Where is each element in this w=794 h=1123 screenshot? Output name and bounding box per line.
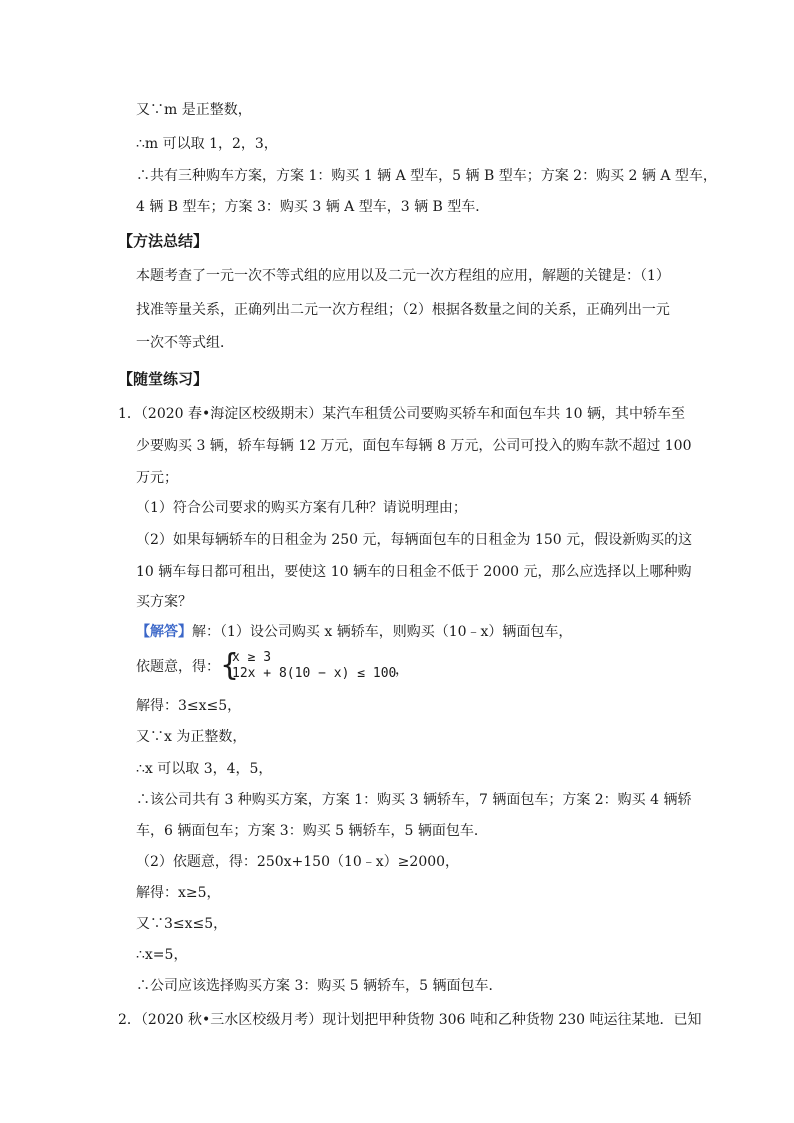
answer-line: （2）依题意，得：250x+150（10﹣x）≥2000， <box>136 854 460 870</box>
text-line: 4 辆 B 型车；方案 3：购买 3 辆 A 型车，3 辆 B 型车． <box>136 199 490 215</box>
inequality-1: x ≥ 3 <box>232 650 272 665</box>
question-line: （2）如果每辆轿车的日租金为 250 元，每辆面包车的日租金为 150 元，假设新购买的这 <box>136 532 693 548</box>
answer-line: ∴x 可以取 3，4，5， <box>136 761 273 777</box>
method-summary-heading: 【方法总结】 <box>118 232 209 250</box>
question-line: 10 辆车每日都可租出，要使这 10 辆车的日租金不低于 2000 元，那么应选择以上哪种购 <box>136 564 692 580</box>
question-line: 万元； <box>136 470 178 486</box>
text-line: ∴共有三种购车方案，方案 1：购买 1 辆 A 型车，5 辆 B 型车；方案 2：购买 2 辆 A 型车， <box>136 168 717 184</box>
practice-heading: 【随堂练习】 <box>118 370 209 388</box>
inequality-2: 12x + 8(10 − x) ≤ 100 <box>232 666 397 681</box>
text-line: ∴m 可以取 1，2，3， <box>136 136 278 152</box>
inequality-system <box>232 650 396 682</box>
question-line: 少要购买 3 辆，轿车每辆 12 万元，面包车每辆 8 万元，公司可投入的购车款不超过 100 <box>136 438 692 454</box>
system-suffix: ， <box>395 662 409 678</box>
answer-line: 又∵3≤x≤5， <box>136 916 228 932</box>
answer-line: 解得：x≥5， <box>136 885 221 901</box>
answer-line: ∴x=5， <box>136 947 188 963</box>
question-line: （1）符合公司要求的购买方案有几种？请说明理由； <box>136 500 467 516</box>
answer-line: ∴公司应该选择购买方案 3：购买 5 辆轿车，5 辆面包车． <box>136 978 503 994</box>
question-line: 买方案？ <box>136 594 192 610</box>
text-line: 找准等量关系，正确列出二元一次方程组；（2）根据各数量之间的关系，正确列出一元 <box>136 302 670 318</box>
brace-symbol: { <box>220 648 240 683</box>
system-prefix: 依题意，得： <box>136 659 220 675</box>
answer-line: ∴该公司共有 3 种购买方案，方案 1：购买 3 辆轿车，7 辆面包车；方案 2：购买 4 辆轿 <box>136 792 692 808</box>
answer-tag: 【解答】 <box>136 624 192 640</box>
text-line: 一次不等式组． <box>136 335 234 351</box>
text-line: 本题考查了一元一次不等式组的应用以及二元一次方程组的应用，解题的关键是：（1） <box>136 268 670 284</box>
answer-text: 解：（1）设公司购买 x 辆轿车，则购买（10﹣x）辆面包车， <box>192 624 573 640</box>
question-line: 2．（2020 秋•三水区校级月考）现计划把甲种货物 306 吨和乙种货物 230 吨运往某地．已知 <box>118 1012 702 1028</box>
answer-line: 解得：3≤x≤5， <box>136 698 242 714</box>
answer-line <box>136 622 572 642</box>
question-line: 1．（2020 春•海淀区校级期末）某汽车租赁公司要购买轿车和面包车共 10 辆，其中轿车至 <box>118 406 685 422</box>
answer-line: 又∵x 为正整数， <box>136 729 247 745</box>
text-line: 又∵m 是正整数， <box>136 102 252 118</box>
answer-line: 车，6 辆面包车；方案 3：购买 5 辆轿车，5 辆面包车． <box>136 823 488 839</box>
